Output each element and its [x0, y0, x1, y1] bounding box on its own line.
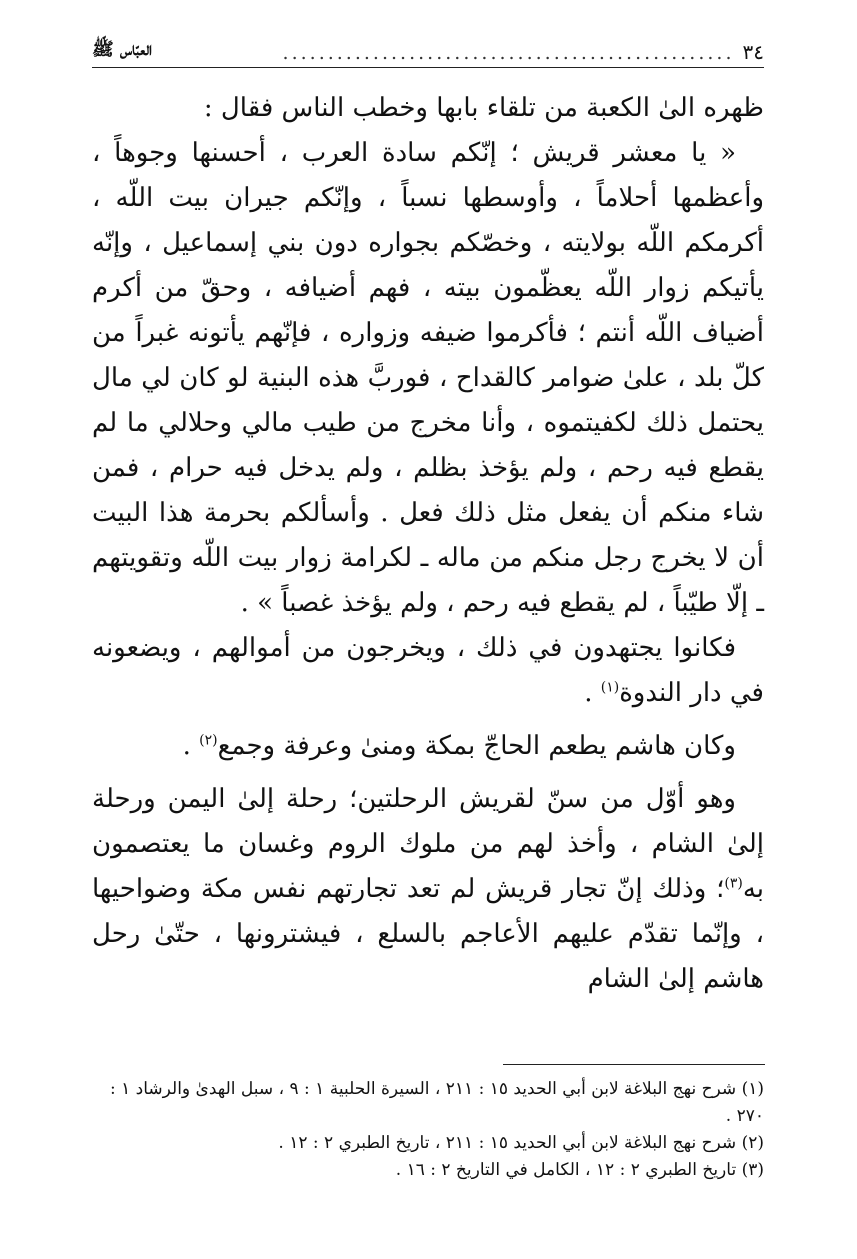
paragraph-3: [92, 626, 764, 716]
paragraph-1: ظهره الىٰ الكعبة من تلقاء بابها وخطب الناس فقال :: [203, 93, 764, 123]
page-number: ٣٤: [742, 40, 764, 64]
paragraph-3-text: فكانوا يجتهدون في ذلك ، ويخرجون من أموالهم ، ويضعونه في دار الندوة: [92, 633, 764, 708]
paragraph-5: [92, 777, 764, 1002]
footnote-2: (٢) شرح نهج البلاغة لابن أبي الحديد ١٥ : ٢١١ ، تاريخ الطبري ٢ : ١٢ .: [278, 1133, 764, 1153]
running-title: العبّاس ﷺ: [92, 39, 153, 60]
paragraph-speech: « يا معشر قريش ؛ إنّكم سادة العرب ، أحسنها وجوهاً ، وأعظمها أحلاماً ، وأوسطها نسباً ، وإنّكم جيران بيت اللّه ، أكرمكم اللّه بولايته ، وخصّكم بجواره دون بني إسماعيل ، وإنّه يأتيكم زوار اللّه يعظّمون بيته ، فهم أضيافه ، وحقّ من أكرم أضياف اللّه أنتم ؛ فأكرموا ضيفه وزواره ، فإنّهم يأتونه غبراً من كلّ بلد ، علىٰ ضوامر كالقداح ، فوربَّ هذه البنية لو كان لي مال يحتمل ذلك لكفيتموه ، وأنا مخرج من طيب مالي وحلالي ما لم يقطع فيه رحم ، ولم يؤخذ بظلم ، ولم يدخل فيه حرام ، فمن شاء منكم أن يفعل مثل ذلك فعل . وأسألكم بحرمة هذا البيت أن لا يخرج رجل منكم من ماله ـ لكرامة زوار بيت اللّه وتقويتهم ـ إلّا طيّباً ، لم يقطع فيه رحم ، ولم يؤخذ غصباً » .: [92, 138, 764, 618]
footnote-3: (٣) تاريخ الطبري ٢ : ١٢ ، الكامل في التاريخ ٢ : ١٦ .: [395, 1160, 764, 1180]
footnote-ref-2[interactable]: (٢): [199, 732, 218, 749]
paragraph-4-text: وكان هاشم يطعم الحاجّ بمكة ومنىٰ وعرفة وجمع: [217, 731, 736, 761]
period: .: [182, 731, 200, 761]
leader-dots: ..................................................: [282, 42, 735, 64]
paragraph-4: [92, 724, 764, 769]
footnote-ref-1[interactable]: (١): [600, 679, 620, 696]
period: .: [584, 678, 601, 708]
footnote-1: (١) شرح نهج البلاغة لابن أبي الحديد ١٥ : ٢١١ ، السيرة الحلبية ١ : ٩ ، سبل الهدىٰ والرشاد ١ : ٢٧٠ .: [109, 1079, 764, 1126]
paragraph-5-continuation: ؛ وذلك إنّ تجار قريش لم تعد تجارتهم نفس مكة وضواحيها ، وإنّما تقدّم عليهم الأعاجم بالسلع ، فيشترونها ، حتّىٰ رحل هاشم إلىٰ الشام: [92, 874, 764, 994]
footnote-separator: [503, 1064, 765, 1065]
footnotes: [92, 1076, 764, 1184]
main-text: [92, 86, 764, 1002]
page-header: [92, 34, 764, 68]
paragraph-5-text: وهو أوّل من سنّ لقريش الرحلتين؛ رحلة إلىٰ اليمن ورحلة إلىٰ الشام ، وأخذ لهم من ملوك الروم وغسان ما يعتصمون به: [92, 784, 764, 904]
footnote-ref-3[interactable]: (٣): [724, 875, 743, 892]
